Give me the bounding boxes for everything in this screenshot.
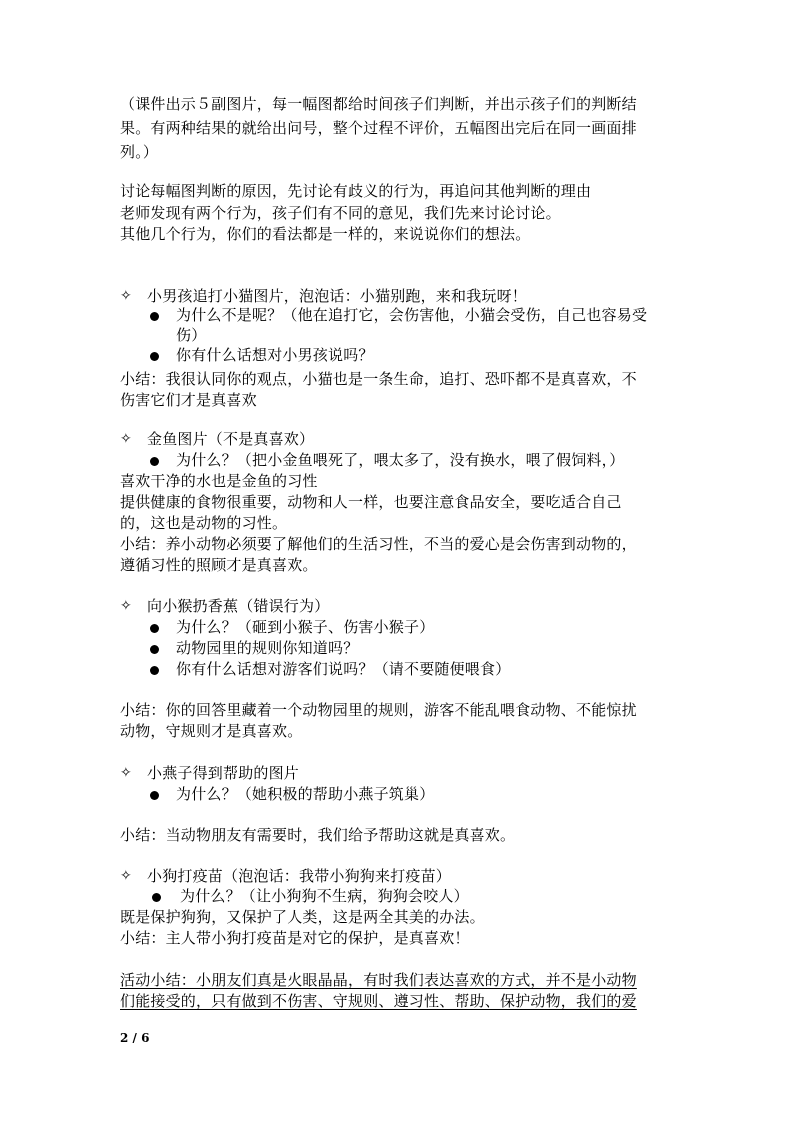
bullet-icon bbox=[150, 457, 159, 466]
discussion-line-1: 讨论每幅图判断的原因，先讨论有歧义的行为，再追问其他判断的理由 bbox=[120, 182, 592, 200]
discussion-line-2: 老师发现有两个行为，孩子们有不同的意见，我们先来讨论讨论。 bbox=[120, 204, 561, 222]
section-3-title: 向小猴扔香蕉（错误行为） bbox=[147, 597, 330, 615]
activity-summary-line-2: 们能接受的，只有做到不伤害、守规则、遵习性、帮助、保护动物，我们的爱 bbox=[120, 992, 637, 1010]
section-4-summary: 小结：当动物朋友有需要时，我们给予帮助这就是真喜欢。 bbox=[120, 826, 516, 844]
section-3-bullet-2: 动物园里的规则你知道吗？ bbox=[176, 639, 359, 657]
bullet-icon bbox=[150, 791, 159, 800]
section-1-summary-1: 小结：我很认同你的观点，小猫也是一条生命，追打、恐吓都不是真喜欢，不 bbox=[120, 370, 637, 388]
section-1-bullet-1: 为什么不是呢？（他在追打它，会伤害他，小猫会受伤，自己也容易受 bbox=[176, 306, 648, 324]
section-marker-icon: ✧ bbox=[120, 598, 132, 614]
section-marker-icon: ✧ bbox=[120, 431, 132, 447]
bullet-icon bbox=[150, 352, 159, 361]
page-number: 2 / 6 bbox=[120, 1031, 150, 1045]
section-1-bullet-2: 你有什么话想对小男孩说吗？ bbox=[176, 346, 374, 364]
section-3-summary-2: 动物，守规则才是真喜欢。 bbox=[120, 722, 303, 740]
section-2-line-3: 的，这也是动物的习性。 bbox=[120, 514, 288, 532]
section-3-bullet-3: 你有什么话想对游客们说吗？（请不要随便喂食） bbox=[176, 660, 511, 678]
section-2-line-1: 喜欢干净的水也是金鱼的习性 bbox=[120, 472, 318, 490]
section-3-summary-1: 小结：你的回答里藏着一个动物园里的规则，游客不能乱喂食动物、不能惊扰 bbox=[120, 701, 637, 719]
section-4-title: 小燕子得到帮助的图片 bbox=[147, 764, 300, 782]
bullet-icon bbox=[150, 666, 159, 675]
bullet-icon bbox=[152, 893, 161, 902]
section-3-bullet-1: 为什么？（砸到小猴子、伤害小猴子） bbox=[176, 618, 435, 636]
section-5-summary: 小结：主人带小狗打疫苗是对它的保护，是真喜欢！ bbox=[120, 929, 470, 947]
section-2-summary-2: 遵循习性的照顾才是真喜欢。 bbox=[120, 556, 318, 574]
section-1-bullet-1-cont: 伤） bbox=[176, 326, 207, 344]
section-5-line-1: 既是保护狗狗，又保护了人类，这是两全其美的办法。 bbox=[120, 908, 485, 926]
section-2-line-2: 提供健康的食物很重要，动物和人一样，也要注意食品安全，要吃适合自己 bbox=[120, 493, 622, 511]
section-5-bullet-1: 为什么？（让小狗狗不生病，狗狗会咬人） bbox=[180, 887, 469, 905]
section-5-title: 小狗打疫苗（泡泡话：我带小狗狗来打疫苗） bbox=[147, 867, 452, 885]
section-1-summary-2: 伤害它们才是真喜欢 bbox=[120, 391, 257, 409]
section-marker-icon: ✧ bbox=[120, 288, 132, 304]
intro-line-1: （课件出示５副图片，每一幅图都给时间孩子们判断，并出示孩子们的判断结 bbox=[120, 95, 637, 113]
bullet-icon bbox=[150, 312, 159, 321]
section-4-bullet-1: 为什么？（她积极的帮助小燕子筑巢） bbox=[176, 785, 435, 803]
intro-line-2: 果。有两种结果的就给出问号，整个过程不评价，五幅图出完后在同一画面排 bbox=[120, 119, 637, 137]
section-marker-icon: ✧ bbox=[120, 868, 132, 884]
section-1-title: 小男孩追打小猫图片，泡泡话：小猫别跑，来和我玩呀！ bbox=[147, 287, 528, 305]
activity-summary-line-1: 活动小结：小朋友们真是火眼晶晶，有时我们表达喜欢的方式，并不是小动物 bbox=[120, 971, 637, 989]
section-2-title: 金鱼图片（不是真喜欢） bbox=[147, 430, 315, 448]
intro-line-3: 列。） bbox=[120, 143, 159, 161]
section-marker-icon: ✧ bbox=[120, 765, 132, 781]
section-2-summary-1: 小结：养小动物必须要了解他们的生活习性，不当的爱心是会伤害到动物的， bbox=[120, 535, 637, 553]
discussion-line-3: 其他几个行为，你们的看法都是一样的，来说说你们的想法。 bbox=[120, 225, 531, 243]
bullet-icon bbox=[150, 645, 159, 654]
bullet-icon bbox=[150, 624, 159, 633]
section-2-bullet-1: 为什么？（把小金鱼喂死了，喂太多了，没有换水，喂了假饲料，） bbox=[176, 451, 625, 469]
